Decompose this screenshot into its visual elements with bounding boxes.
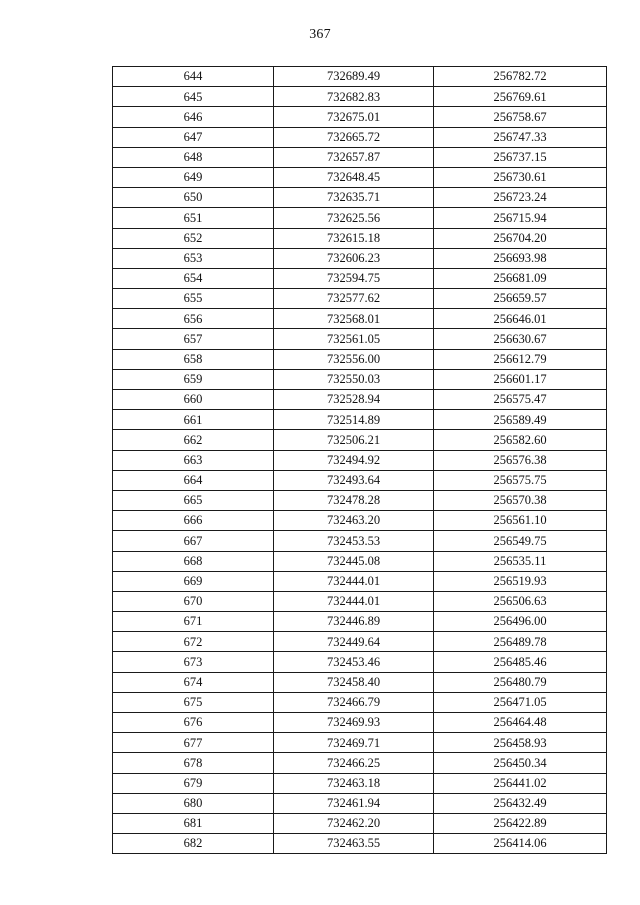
x-coordinate-cell: 732675.01: [274, 107, 434, 127]
point-number-cell: 661: [113, 410, 274, 430]
table-row: [113, 349, 607, 369]
table-row: [113, 450, 607, 470]
table-row: [113, 410, 607, 430]
x-coordinate-cell: 732550.03: [274, 369, 434, 389]
table-row: [113, 309, 607, 329]
y-coordinate-cell: 256441.02: [434, 773, 607, 793]
point-number-cell: 647: [113, 127, 274, 147]
x-coordinate-cell: 732466.79: [274, 692, 434, 712]
y-coordinate-cell: 256704.20: [434, 228, 607, 248]
table-row: [113, 551, 607, 571]
x-coordinate-cell: 732625.56: [274, 208, 434, 228]
point-number-cell: 665: [113, 490, 274, 510]
y-coordinate-cell: 256506.63: [434, 591, 607, 611]
point-number-cell: 670: [113, 591, 274, 611]
table-row: [113, 793, 607, 813]
point-number-cell: 650: [113, 188, 274, 208]
y-coordinate-cell: 256489.78: [434, 632, 607, 652]
y-coordinate-cell: 256458.93: [434, 733, 607, 753]
x-coordinate-cell: 732463.18: [274, 773, 434, 793]
table-row: [113, 147, 607, 167]
table-row: [113, 188, 607, 208]
table-row: [113, 612, 607, 632]
table-row: [113, 470, 607, 490]
y-coordinate-cell: 256612.79: [434, 349, 607, 369]
y-coordinate-cell: 256646.01: [434, 309, 607, 329]
y-coordinate-cell: 256576.38: [434, 450, 607, 470]
x-coordinate-cell: 732556.00: [274, 349, 434, 369]
y-coordinate-cell: 256464.48: [434, 713, 607, 733]
coordinates-table: [112, 66, 607, 854]
table-row: [113, 167, 607, 187]
table-row: [113, 329, 607, 349]
x-coordinate-cell: 732568.01: [274, 309, 434, 329]
x-coordinate-cell: 732453.46: [274, 652, 434, 672]
x-coordinate-cell: 732577.62: [274, 289, 434, 309]
x-coordinate-cell: 732444.01: [274, 571, 434, 591]
y-coordinate-cell: 256630.67: [434, 329, 607, 349]
table-row: [113, 67, 607, 87]
table-row: [113, 834, 607, 854]
y-coordinate-cell: 256485.46: [434, 652, 607, 672]
table-row: [113, 753, 607, 773]
y-coordinate-cell: 256480.79: [434, 672, 607, 692]
point-number-cell: 649: [113, 167, 274, 187]
point-number-cell: 675: [113, 692, 274, 712]
y-coordinate-cell: 256561.10: [434, 511, 607, 531]
y-coordinate-cell: 256723.24: [434, 188, 607, 208]
y-coordinate-cell: 256659.57: [434, 289, 607, 309]
y-coordinate-cell: 256737.15: [434, 147, 607, 167]
x-coordinate-cell: 732615.18: [274, 228, 434, 248]
point-number-cell: 671: [113, 612, 274, 632]
y-coordinate-cell: 256782.72: [434, 67, 607, 87]
y-coordinate-cell: 256589.49: [434, 410, 607, 430]
point-number-cell: 653: [113, 248, 274, 268]
table-row: [113, 87, 607, 107]
point-number-cell: 646: [113, 107, 274, 127]
x-coordinate-cell: 732449.64: [274, 632, 434, 652]
y-coordinate-cell: 256681.09: [434, 268, 607, 288]
x-coordinate-cell: 732445.08: [274, 551, 434, 571]
x-coordinate-cell: 732466.25: [274, 753, 434, 773]
x-coordinate-cell: 732682.83: [274, 87, 434, 107]
x-coordinate-cell: 732528.94: [274, 390, 434, 410]
x-coordinate-cell: 732463.55: [274, 834, 434, 854]
table-row: [113, 289, 607, 309]
x-coordinate-cell: 732506.21: [274, 430, 434, 450]
point-number-cell: 673: [113, 652, 274, 672]
y-coordinate-cell: 256471.05: [434, 692, 607, 712]
point-number-cell: 677: [113, 733, 274, 753]
y-coordinate-cell: 256570.38: [434, 490, 607, 510]
x-coordinate-cell: 732461.94: [274, 793, 434, 813]
y-coordinate-cell: 256575.75: [434, 470, 607, 490]
table-row: [113, 369, 607, 389]
point-number-cell: 659: [113, 369, 274, 389]
y-coordinate-cell: 256450.34: [434, 753, 607, 773]
point-number-cell: 682: [113, 834, 274, 854]
x-coordinate-cell: 732458.40: [274, 672, 434, 692]
x-coordinate-cell: 732446.89: [274, 612, 434, 632]
point-number-cell: 655: [113, 289, 274, 309]
point-number-cell: 654: [113, 268, 274, 288]
x-coordinate-cell: 732648.45: [274, 167, 434, 187]
x-coordinate-cell: 732469.71: [274, 733, 434, 753]
table-row: [113, 390, 607, 410]
point-number-cell: 657: [113, 329, 274, 349]
x-coordinate-cell: 732689.49: [274, 67, 434, 87]
point-number-cell: 672: [113, 632, 274, 652]
table-row: [113, 248, 607, 268]
point-number-cell: 674: [113, 672, 274, 692]
table-row: [113, 713, 607, 733]
y-coordinate-cell: 256535.11: [434, 551, 607, 571]
y-coordinate-cell: 256549.75: [434, 531, 607, 551]
table-row: [113, 571, 607, 591]
table-row: [113, 107, 607, 127]
table-row: [113, 268, 607, 288]
table-row: [113, 773, 607, 793]
point-number-cell: 644: [113, 67, 274, 87]
coordinates-table-body: [113, 67, 607, 854]
x-coordinate-cell: 732594.75: [274, 268, 434, 288]
x-coordinate-cell: 732606.23: [274, 248, 434, 268]
point-number-cell: 658: [113, 349, 274, 369]
table-row: [113, 490, 607, 510]
page-number: 367: [309, 27, 331, 42]
y-coordinate-cell: 256496.00: [434, 612, 607, 632]
point-number-cell: 648: [113, 147, 274, 167]
x-coordinate-cell: 732444.01: [274, 591, 434, 611]
x-coordinate-cell: 732635.71: [274, 188, 434, 208]
point-number-cell: 660: [113, 390, 274, 410]
y-coordinate-cell: 256414.06: [434, 834, 607, 854]
x-coordinate-cell: 732514.89: [274, 410, 434, 430]
table-row: [113, 733, 607, 753]
y-coordinate-cell: 256601.17: [434, 369, 607, 389]
y-coordinate-cell: 256747.33: [434, 127, 607, 147]
y-coordinate-cell: 256422.89: [434, 813, 607, 833]
table-row: [113, 511, 607, 531]
x-coordinate-cell: 732469.93: [274, 713, 434, 733]
y-coordinate-cell: 256693.98: [434, 248, 607, 268]
table-row: [113, 652, 607, 672]
y-coordinate-cell: 256575.47: [434, 390, 607, 410]
table-row: [113, 692, 607, 712]
point-number-cell: 678: [113, 753, 274, 773]
y-coordinate-cell: 256769.61: [434, 87, 607, 107]
x-coordinate-cell: 732665.72: [274, 127, 434, 147]
table-row: [113, 228, 607, 248]
x-coordinate-cell: 732463.20: [274, 511, 434, 531]
point-number-cell: 668: [113, 551, 274, 571]
point-number-cell: 666: [113, 511, 274, 531]
point-number-cell: 667: [113, 531, 274, 551]
point-number-cell: 669: [113, 571, 274, 591]
x-coordinate-cell: 732462.20: [274, 813, 434, 833]
point-number-cell: 680: [113, 793, 274, 813]
x-coordinate-cell: 732493.64: [274, 470, 434, 490]
x-coordinate-cell: 732561.05: [274, 329, 434, 349]
x-coordinate-cell: 732453.53: [274, 531, 434, 551]
table-row: [113, 813, 607, 833]
table-row: [113, 672, 607, 692]
table-row: [113, 430, 607, 450]
point-number-cell: 656: [113, 309, 274, 329]
y-coordinate-cell: 256582.60: [434, 430, 607, 450]
point-number-cell: 663: [113, 450, 274, 470]
point-number-cell: 676: [113, 713, 274, 733]
point-number-cell: 681: [113, 813, 274, 833]
point-number-cell: 652: [113, 228, 274, 248]
y-coordinate-cell: 256715.94: [434, 208, 607, 228]
point-number-cell: 662: [113, 430, 274, 450]
table-row: [113, 531, 607, 551]
table-row: [113, 591, 607, 611]
point-number-cell: 651: [113, 208, 274, 228]
point-number-cell: 679: [113, 773, 274, 793]
y-coordinate-cell: 256519.93: [434, 571, 607, 591]
y-coordinate-cell: 256432.49: [434, 793, 607, 813]
table-row: [113, 208, 607, 228]
point-number-cell: 645: [113, 87, 274, 107]
table-row: [113, 632, 607, 652]
y-coordinate-cell: 256758.67: [434, 107, 607, 127]
x-coordinate-cell: 732478.28: [274, 490, 434, 510]
table-row: [113, 127, 607, 147]
x-coordinate-cell: 732494.92: [274, 450, 434, 470]
y-coordinate-cell: 256730.61: [434, 167, 607, 187]
x-coordinate-cell: 732657.87: [274, 147, 434, 167]
point-number-cell: 664: [113, 470, 274, 490]
